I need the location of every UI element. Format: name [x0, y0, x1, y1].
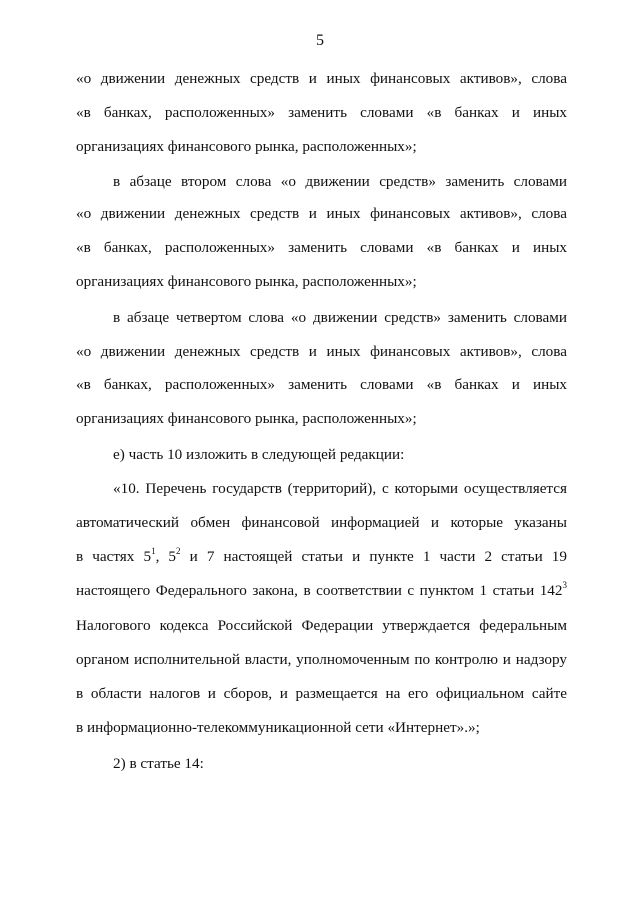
- text-line: организациях финансового рынка, расположенных»;: [76, 410, 417, 427]
- text-line: е) часть 10 изложить в следующей редакции:: [113, 446, 405, 463]
- text-line: [76, 546, 567, 568]
- superscript: 1: [151, 545, 156, 556]
- text-line: автоматический обмен финансовой информацией и которые указаны: [76, 514, 567, 531]
- text-line: «о движении денежных средств и иных финансовых активов», слова: [76, 205, 567, 222]
- text-line: организациях финансового рынка, расположенных»;: [76, 138, 417, 155]
- text-line: 2) в статье 14:: [113, 755, 204, 772]
- text-fragment: и 7 настоящей статьи и пункте 1 части 2 статьи 19: [180, 548, 567, 565]
- text-fragment: , 5: [155, 548, 177, 565]
- text-line: «в банках, расположенных» заменить словами «в банках и иных: [76, 239, 567, 256]
- text-line: в информационно-телекоммуникационной сети «Интернет».»;: [76, 719, 480, 736]
- text-line: «10. Перечень государств (территорий), с которыми осуществляется: [113, 480, 567, 497]
- text-fragment: настоящего Федерального закона, в соответствии с пунктом 1 статьи 142: [76, 582, 563, 599]
- text-line: в абзаце втором слова «о движении средств» заменить словами: [113, 173, 567, 190]
- text-line: [76, 580, 567, 602]
- superscript: 3: [562, 579, 567, 590]
- text-line: в абзаце четвертом слова «о движении средств» заменить словами: [113, 309, 567, 326]
- page-number: 5: [316, 32, 324, 49]
- text-line: организациях финансового рынка, расположенных»;: [76, 273, 417, 290]
- superscript: 2: [176, 545, 181, 556]
- text-line: в области налогов и сборов, и размещается на его официальном сайте: [76, 685, 567, 702]
- text-fragment: в частях 5: [76, 548, 152, 565]
- text-line: «о движении денежных средств и иных финансовых активов», слова: [76, 70, 567, 87]
- text-line: органом исполнительной власти, уполномоченным по контролю и надзору: [76, 651, 567, 668]
- text-line: «в банках, расположенных» заменить словами «в банках и иных: [76, 104, 567, 121]
- text-line: «о движении денежных средств и иных финансовых активов», слова: [76, 343, 567, 360]
- text-line: «в банках, расположенных» заменить словами «в банках и иных: [76, 376, 567, 393]
- text-line: Налогового кодекса Российской Федерации утверждается федеральным: [76, 617, 567, 634]
